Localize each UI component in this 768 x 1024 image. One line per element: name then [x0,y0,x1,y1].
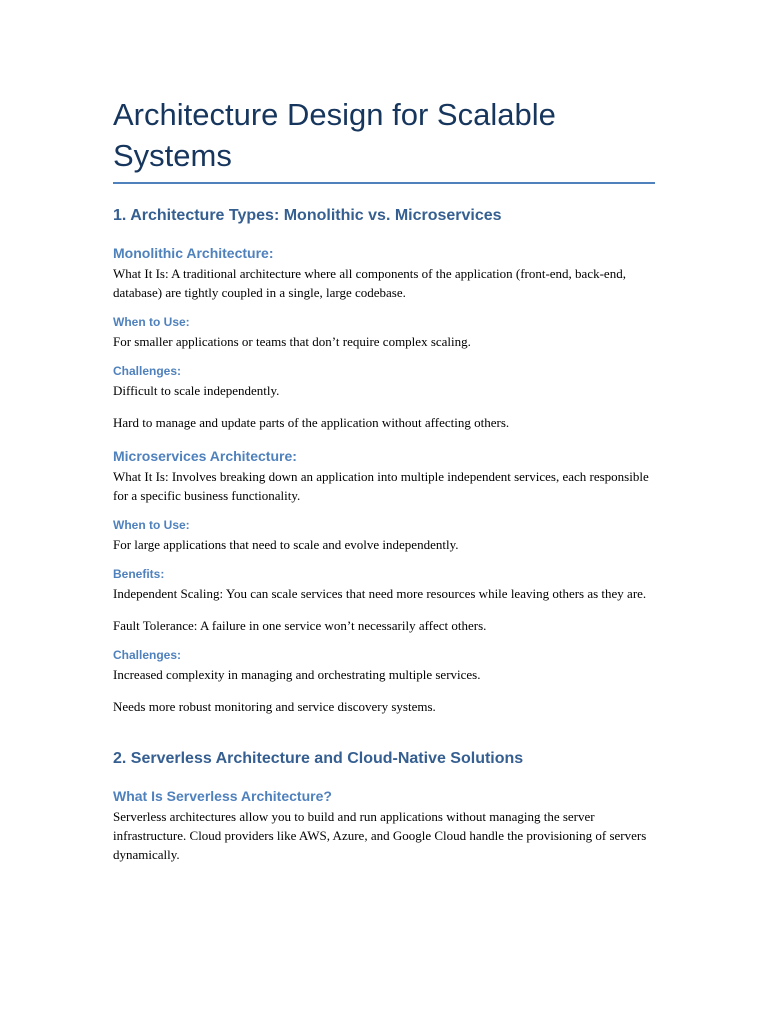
microservices-benefit-item: Independent Scaling: You can scale services that need more resources while leaving others as they are. [113,586,647,601]
monolithic-what-it-is: What It Is: A traditional architecture where all components of the application (front-end, back-end, database) are tightly coupled in a single, large codebase. [113,266,626,300]
monolithic-when-text: For smaller applications or teams that don’t require complex scaling. [113,334,471,349]
monolithic-when-heading: When to Use: [113,315,190,329]
microservices-benefit-item: Fault Tolerance: A failure in one service won’t necessarily affect others. [113,618,487,633]
section-heading-architecture-types: 1. Architecture Types: Monolithic vs. Microservices [113,207,502,224]
document-title: Architecture Design for Scalable Systems [113,97,556,173]
subheading-what-is-serverless: What Is Serverless Architecture? [113,788,332,804]
microservices-challenge-item: Increased complexity in managing and orchestrating multiple services. [113,667,481,682]
document-page [113,94,655,864]
monolithic-challenge-item: Hard to manage and update parts of the application without affecting others. [113,415,510,430]
microservices-benefits-heading: Benefits: [113,567,165,581]
subheading-monolithic: Monolithic Architecture: [113,245,274,261]
microservices-challenges-heading: Challenges: [113,648,182,662]
section-heading-serverless: 2. Serverless Architecture and Cloud-Native Solutions [113,750,524,767]
microservices-when-heading: When to Use: [113,518,190,532]
monolithic-challenge-item: Difficult to scale independently. [113,383,280,398]
microservices-when-text: For large applications that need to scale and evolve independently. [113,537,459,552]
subheading-microservices: Microservices Architecture: [113,448,297,464]
microservices-what-it-is: What It Is: Involves breaking down an application into multiple independent services, each responsible for a specific business functionality. [113,469,649,503]
monolithic-challenges-heading: Challenges: [113,364,182,378]
microservices-challenge-item: Needs more robust monitoring and service discovery systems. [113,699,436,714]
serverless-description: Serverless architectures allow you to build and run applications without managing the server infrastructure. Cloud providers like AWS, Azure, and Google Cloud handle the provisioning of servers dynamically. [113,809,647,862]
